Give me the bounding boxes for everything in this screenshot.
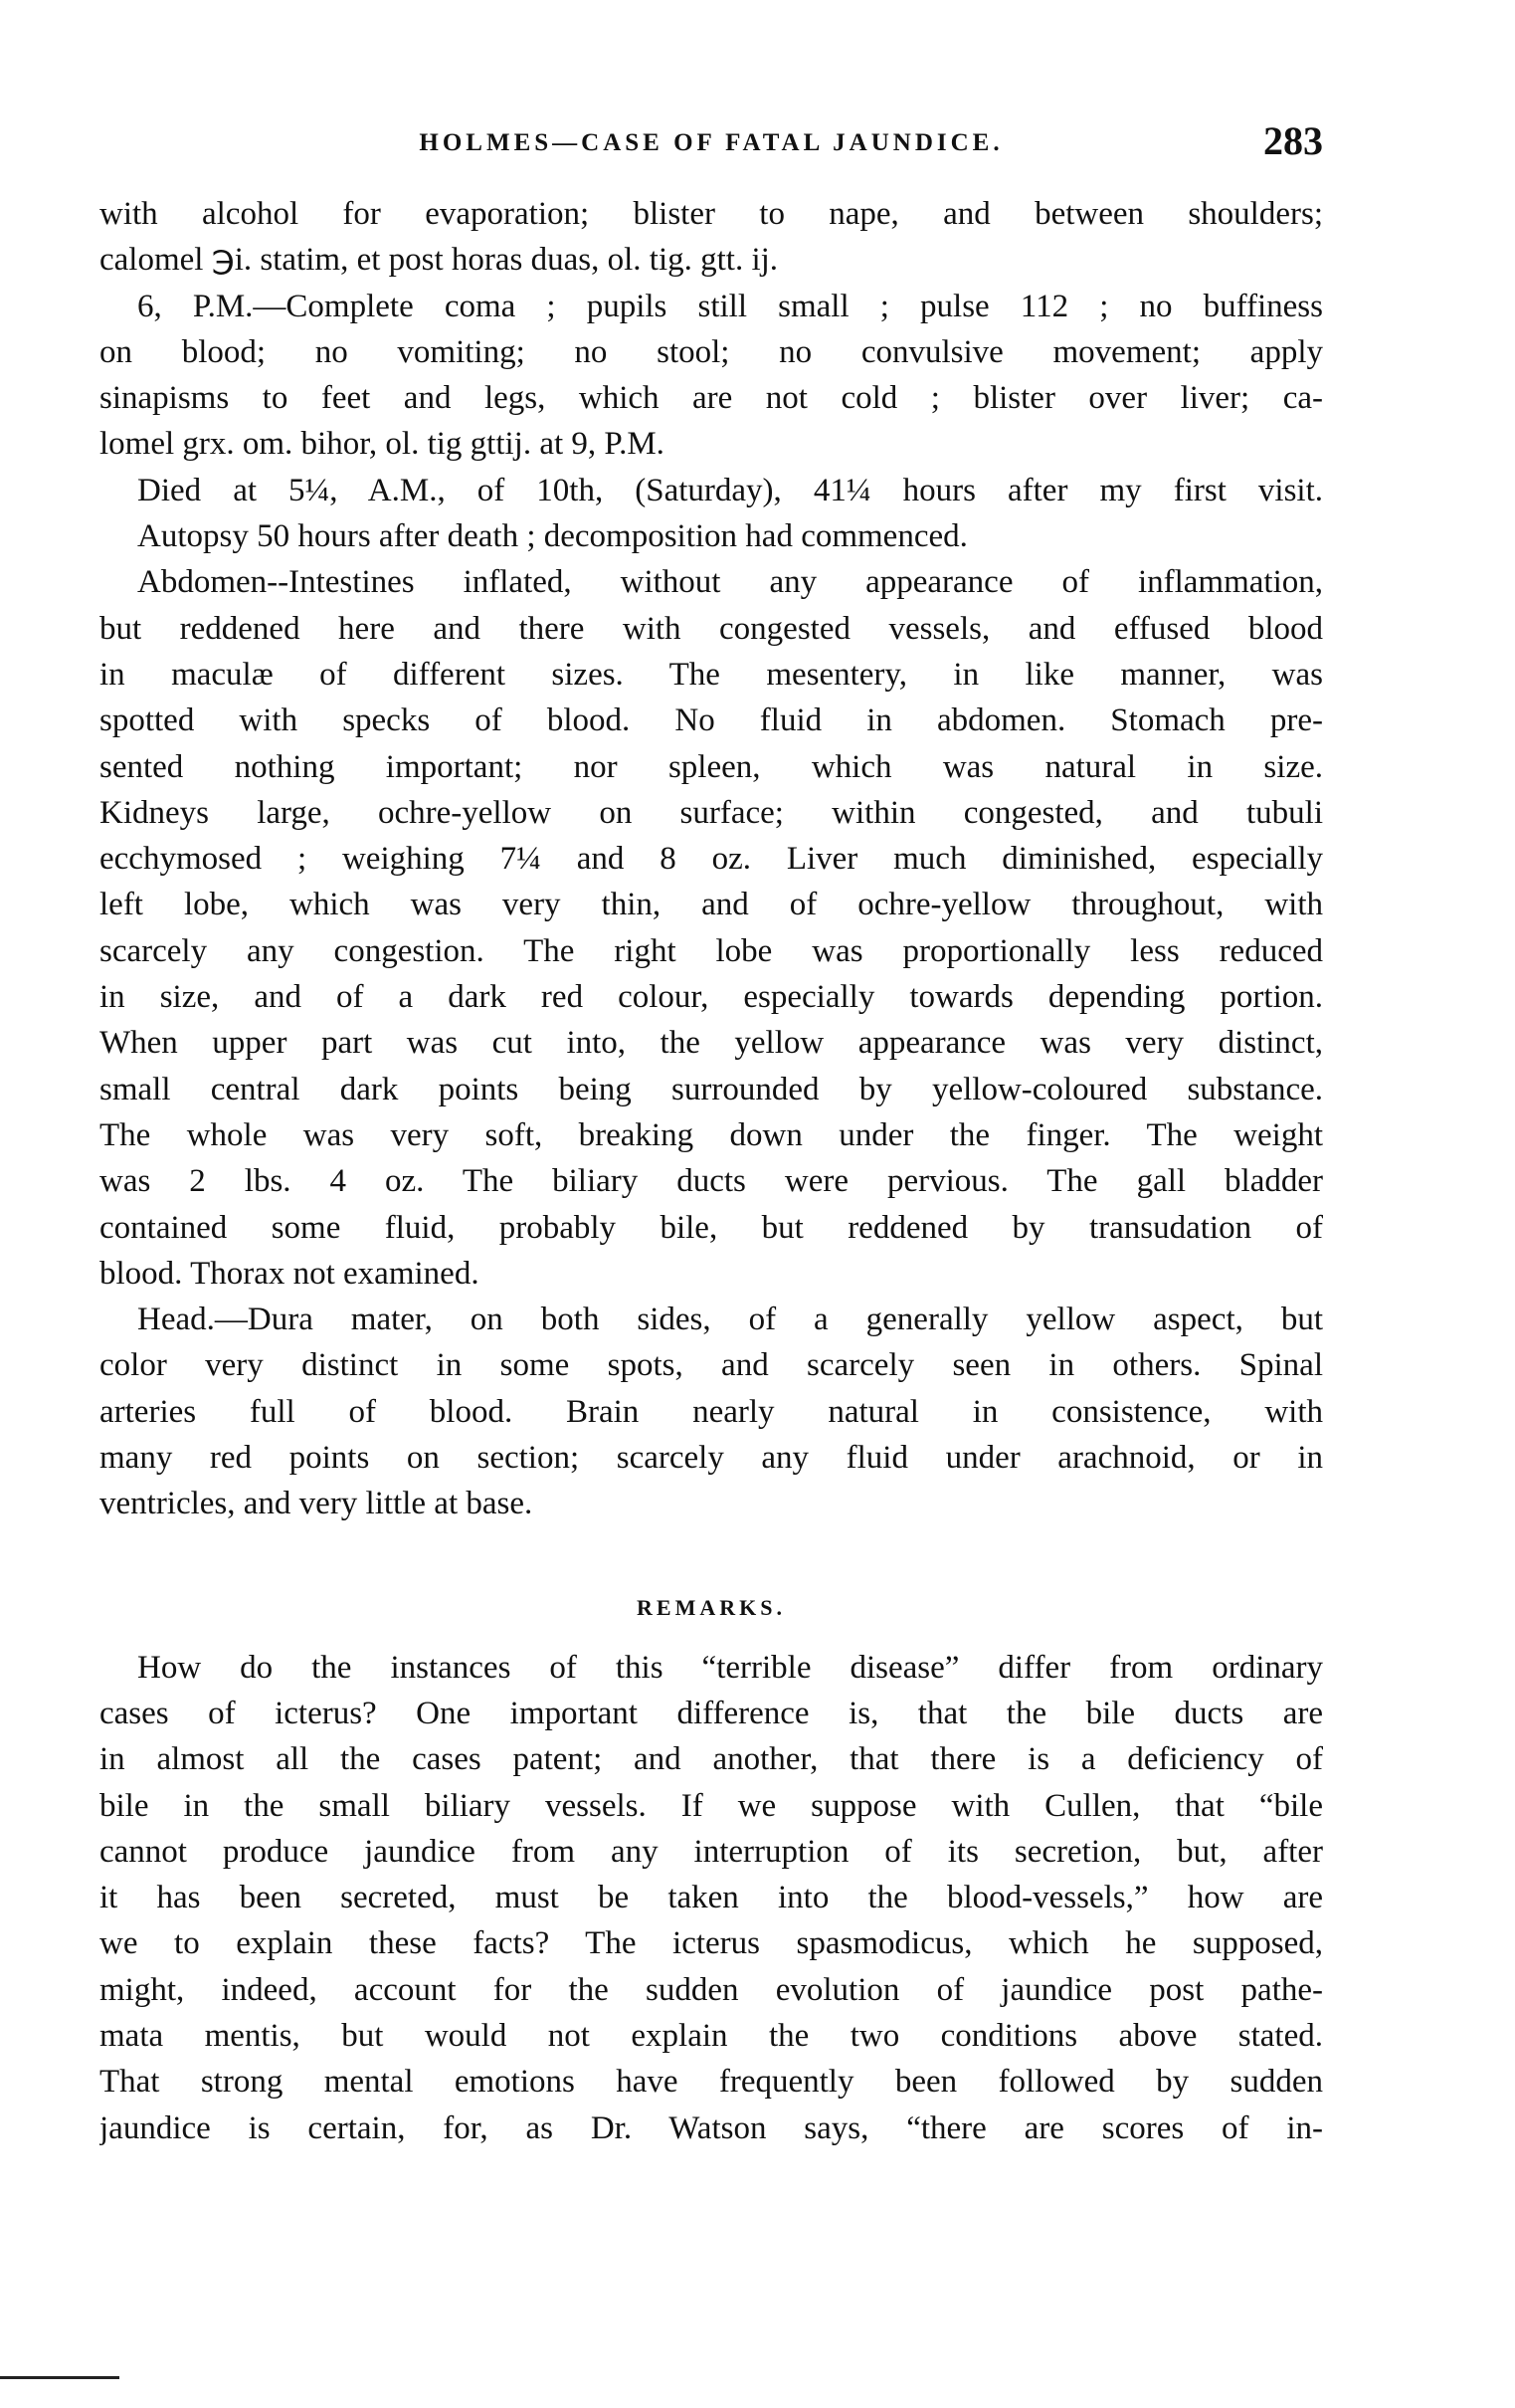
text-line: jaundice is certain, for, as Dr. Watson says, “there are scores of in- <box>99 2109 1323 2146</box>
running-head <box>99 117 1323 167</box>
text-line: was 2 lbs. 4 oz. The biliary ducts were pervious. The gall bladder <box>99 1163 1323 1200</box>
body-text <box>99 191 1323 2151</box>
text-line: arteries full of blood. Brain nearly natural in consistence, with <box>99 1393 1323 1430</box>
remarks-heading: REMARKS. <box>637 1594 786 1620</box>
text-line: we to explain these facts? The icterus spasmodicus, which he supposed, <box>99 1925 1323 1962</box>
text-line: ventricles, and very little at base. <box>99 1486 533 1522</box>
remarks-section <box>99 1645 1323 2151</box>
text-line: The whole was very soft, breaking down under the finger. The weight <box>99 1116 1323 1153</box>
text-line: mata mentis, but would not explain the two conditions above stated. <box>99 2017 1323 2054</box>
corner-rule <box>0 2376 119 2379</box>
text-line: cases of icterus? One important difference is, that the bile ducts are <box>99 1695 1323 1731</box>
text-line: might, indeed, account for the sudden evolution of jaundice post pathe- <box>99 1971 1323 2008</box>
text-line: contained some fluid, probably bile, but reddened by transudation of <box>99 1209 1323 1246</box>
text-line: color very distinct in some spots, and scarcely seen in others. Spinal <box>99 1347 1323 1384</box>
case-report <box>99 191 1323 1527</box>
text-line: blood. Thorax not examined. <box>99 1255 479 1292</box>
text-line: How do the instances of this “terrible disease” differ from ordinary <box>137 1649 1323 1686</box>
running-title: HOLMES—CASE OF FATAL JAUNDICE. <box>419 129 1004 156</box>
text-line: bile in the small biliary vessels. If we suppose with Cullen, that “bile <box>99 1787 1323 1824</box>
text-line: Abdomen--Intestines inflated, without any appearance of inflammation, <box>137 564 1323 601</box>
text-line: Autopsy 50 hours after death ; decomposition had commenced. <box>137 518 968 555</box>
text-line: That strong mental emotions have frequently been followed by sudden <box>99 2064 1323 2101</box>
section-gap <box>99 1527 1323 1585</box>
text-line: ecchymosed ; weighing 7¼ and 8 oz. Liver much diminished, especially <box>99 841 1323 878</box>
text-line: it has been secreted, must be taken into the blood-vessels,” how are <box>99 1880 1323 1916</box>
page-number: 283 <box>1263 118 1323 163</box>
text-line: 6, P.M.—Complete coma ; pupils still small ; pulse 112 ; no buffiness <box>137 288 1323 324</box>
text-line: scarcely any congestion. The right lobe was proportionally less reduced <box>99 932 1323 969</box>
text-line: Kidneys large, ochre-yellow on surface; within congested, and tubuli <box>99 794 1323 831</box>
text-line: in maculæ of different sizes. The mesentery, in like manner, was <box>99 656 1323 693</box>
text-line: small central dark points being surrounded by yellow-coloured substance. <box>99 1071 1323 1107</box>
text-line: many red points on section; scarcely any fluid under arachnoid, or in <box>99 1440 1323 1477</box>
text-line: cannot produce jaundice from any interruption of its secretion, but, after <box>99 1833 1323 1870</box>
text-line: calomel ℈i. statim, et post horas duas, ol. tig. gtt. ij. <box>99 242 779 279</box>
text-line: with alcohol for evaporation; blister to nape, and between shoulders; <box>99 196 1323 232</box>
text-line: on blood; no vomiting; no stool; no convulsive movement; apply <box>99 333 1323 370</box>
text-line: left lobe, which was very thin, and of ochre-yellow throughout, with <box>99 887 1323 923</box>
text-line: lomel grx. om. bihor, ol. tig gttij. at 9, P.M. <box>99 426 664 463</box>
text-line: in size, and of a dark red colour, especially towards depending portion. <box>99 979 1323 1016</box>
text-line: but reddened here and there with congested vessels, and effused blood <box>99 610 1323 647</box>
text-line: in almost all the cases patent; and another, that there is a deficiency of <box>99 1741 1323 1778</box>
text-line: sented nothing important; nor spleen, which was natural in size. <box>99 748 1323 785</box>
text-line: sinapisms to feet and legs, which are not cold ; blister over liver; ca- <box>99 380 1323 417</box>
text-line: Died at 5¼, A.M., of 10th, (Saturday), 41¼ hours after my first visit. <box>137 472 1323 508</box>
text-line: When upper part was cut into, the yellow appearance was very distinct, <box>99 1025 1323 1062</box>
text-line: Head.—Dura mater, on both sides, of a generally yellow aspect, but <box>137 1302 1323 1338</box>
text-line: spotted with specks of blood. No fluid in abdomen. Stomach pre- <box>99 702 1323 739</box>
